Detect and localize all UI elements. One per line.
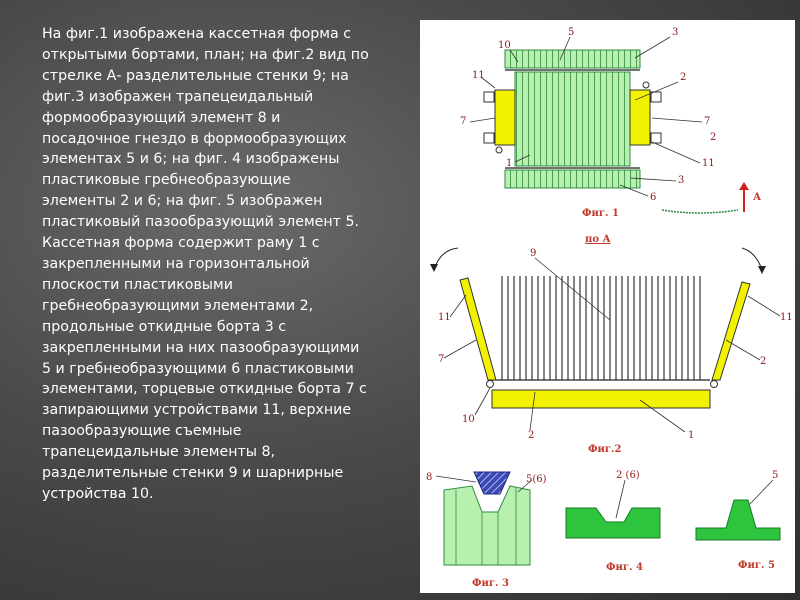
fig1-label-5: 5: [568, 27, 575, 38]
fig1-label-3-bottom: 3: [678, 175, 685, 186]
fig1-ribs: [515, 72, 630, 166]
figure-5: [696, 470, 780, 571]
fig1-left-end-board: [495, 90, 515, 145]
fig1-view-label: по А: [585, 234, 611, 245]
fig2-label-11-right: 11: [780, 312, 793, 323]
fig1-label-11-left: 11: [472, 70, 485, 81]
fig2-label-1: 1: [688, 430, 695, 441]
fig4-label-2-6: 2 (6): [616, 470, 640, 481]
fig5-label-5: 5: [772, 470, 779, 481]
fig2-partition-walls: [502, 276, 700, 380]
fig2-label-7: 7: [438, 354, 445, 365]
fig1-label-10: 10: [498, 40, 511, 51]
fig1-label-2: 2: [680, 72, 687, 83]
fig2-label-2-right: 2: [760, 356, 767, 367]
figure-3: [426, 472, 547, 589]
figure-1: [460, 27, 762, 245]
fig3-socket: [444, 486, 530, 565]
fig2-left-end-board: [460, 278, 496, 380]
fig1-label-7-left: 7: [460, 116, 467, 127]
fig1-label-1: 1: [506, 158, 513, 169]
description-text: На фиг.1 изображена кассетная форма с открытыми бортами, план; на фиг.2 вид по стрелке А- разделительные стенки 9; на фиг.3 изображен трапецеидальный формообразующий элемент 8 и посадочное гнездо в формообразующих элементах 5 и 6; на фиг. 4 изображены пластиковые гребнеобразующие элементы 2 и 6; на фиг. 5 изображен пластиковый пазообразующий элемент 5. Кассетная форма содержит раму 1 с закрепленными на горизонтальной плоскости пластиковыми гребнеобразующими элементами 2, продольные откидные борта 3 с закрепленными на них пазообразующими 5 и гребнеобразующими 6 пластиковыми элементами, торцевые откидные борта 7 с запирающими устройствами 11, верхние пазообразующие съемные трапецеидальные элементы 8, разделительные стенки 9 и шарнирные устройства 10.: [42, 26, 369, 502]
fig1-caption: Фиг. 1: [582, 208, 619, 219]
fig2-frame: [492, 390, 710, 408]
fig2-caption: Фиг.2: [588, 444, 622, 455]
fig4-ridge-element: [566, 508, 660, 538]
fig1-label-2-right: 2: [710, 132, 717, 143]
fig1-top-board: [505, 50, 640, 68]
fig4-caption: Фиг. 4: [606, 562, 643, 573]
fig2-label-2-bottom: 2: [528, 430, 535, 441]
figure-4: [566, 470, 660, 573]
fig3-label-5-6: 5(6): [526, 474, 547, 485]
figure-2: [430, 248, 793, 455]
fig5-groove-element: [696, 500, 780, 540]
patent-drawing: [420, 20, 795, 593]
fig1-label-11-right: 11: [702, 158, 715, 169]
fig3-trapezoid-element: [474, 472, 510, 494]
fig3-label-8: 8: [426, 472, 433, 483]
fig5-caption: Фиг. 5: [738, 560, 775, 571]
fig2-label-10: 10: [462, 414, 475, 425]
fig3-caption: Фиг. 3: [472, 578, 509, 589]
fig1-label-7-right: 7: [704, 116, 711, 127]
fig1-label-3-top: 3: [672, 27, 679, 38]
fig1-bottom-board: [505, 170, 640, 188]
fig2-right-end-board: [712, 282, 750, 380]
figure-panel: [420, 20, 795, 593]
fig2-label-9: 9: [530, 248, 537, 259]
fig1-arrow-label: А: [753, 192, 762, 203]
fig2-label-11-left: 11: [438, 312, 451, 323]
fig1-label-6: 6: [650, 192, 657, 203]
